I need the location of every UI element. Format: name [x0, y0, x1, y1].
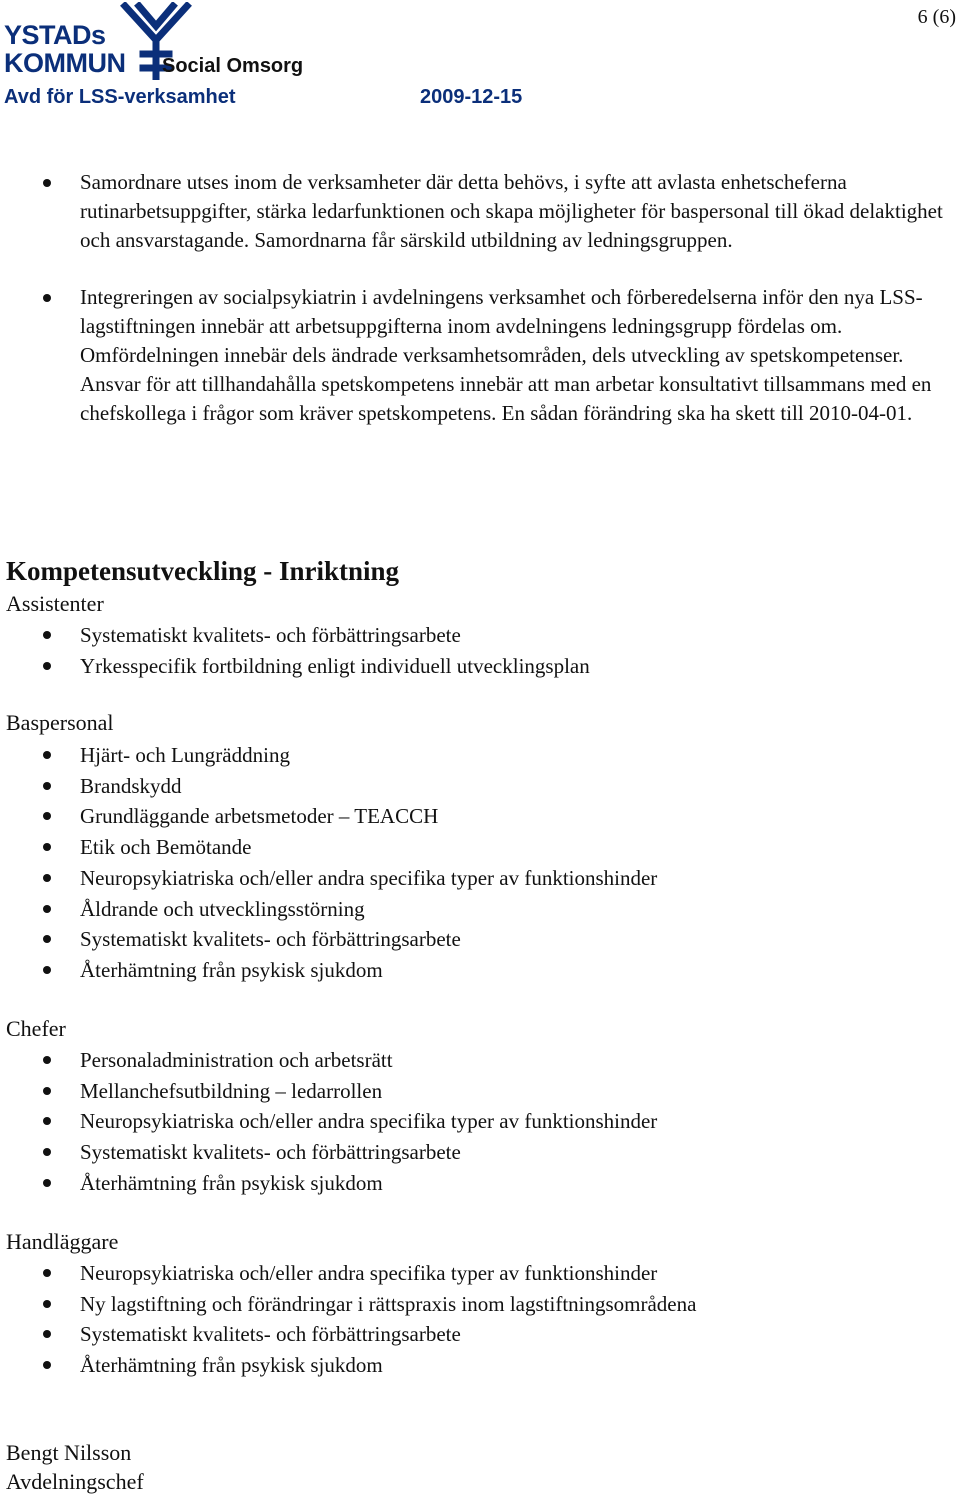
page-number: 6 (6): [917, 6, 956, 28]
list-item: Systematiskt kvalitets- och förbättringsarbete: [0, 1319, 960, 1350]
department-name: Avd för LSS-verksamhet: [4, 86, 236, 108]
list-item: Neuropsykiatriska och/eller andra specifika typer av funktionshinder: [0, 1106, 960, 1137]
group-baspersonal: [0, 740, 960, 986]
handlaggare-list: [0, 1258, 960, 1381]
list-item: Neuropsykiatriska och/eller andra specifika typer av funktionshinder: [0, 863, 960, 894]
list-item: Återhämtning från psykisk sjukdom: [0, 955, 960, 986]
list-item: Personaladministration och arbetsrätt: [0, 1045, 960, 1076]
list-item: Integreringen av socialpsykiatrin i avdelningens verksamhet och förberedelserna inför den nya LSS-lagstiftningen innebär att arbetsuppgifterna inom avdelningens ledningsgrupp fördelas om. Omfördelningen innebär dels ändrade verksamhetsområden, dels utveckling av spetskompetenser. Ansvar för att tillhandahålla spetskompetens innebär att man arbetar konsultativt tillsammans med en chefskollega i frågor som kräver spetskompetens. En sådan förändring ska ha skett till 2010-04-01.: [0, 283, 960, 428]
list-item: Återhämtning från psykisk sjukdom: [0, 1350, 960, 1381]
intro-section: [0, 168, 960, 428]
assistenter-list: [0, 620, 960, 681]
document-date: 2009-12-15: [420, 86, 523, 108]
list-item: Systematiskt kvalitets- och förbättringsarbete: [0, 620, 960, 651]
list-item: Återhämtning från psykisk sjukdom: [0, 1168, 960, 1199]
logo-text-line2: KOMMUN: [4, 48, 126, 78]
group-title-chefer: Chefer: [6, 1016, 66, 1041]
list-item: Yrkesspecifik fortbildning enligt individuell utvecklingsplan: [0, 651, 960, 682]
logo-text-line1: YSTADs: [4, 20, 106, 50]
chefer-list: [0, 1045, 960, 1199]
list-item: Hjärt- och Lungräddning: [0, 740, 960, 771]
group-assistenter: [0, 620, 960, 681]
list-item: Ny lagstiftning och förändringar i rättspraxis inom lagstiftningsområdena: [0, 1289, 960, 1320]
group-title-baspersonal: Baspersonal: [6, 710, 114, 735]
list-item: Brandskydd: [0, 771, 960, 802]
list-item: Samordnare utses inom de verksamheter där detta behövs, i syfte att avlasta enhetscheferna rutinarbetsuppgifter, stärka ledarfunktionen och skapa möjligheter för baspersonal till ökad delaktighet och ansvarstagande. Samordnarna får särskild utbildning av ledningsgruppen.: [0, 168, 960, 255]
list-item: Etik och Bemötande: [0, 832, 960, 863]
intro-bullet-list: [0, 168, 960, 428]
signature-title: Avdelningschef: [6, 1469, 144, 1494]
list-item: Neuropsykiatriska och/eller andra specifika typer av funktionshinder: [0, 1258, 960, 1289]
group-chefer: [0, 1045, 960, 1199]
group-title-assistenter: Assistenter: [6, 591, 104, 616]
list-item: Systematiskt kvalitets- och förbättringsarbete: [0, 924, 960, 955]
group-title-handlaggare: Handläggare: [6, 1229, 119, 1254]
group-handlaggare: [0, 1258, 960, 1381]
section-title: Kompetensutveckling - Inriktning: [6, 556, 400, 586]
list-item: Mellanchefsutbildning – ledarrollen: [0, 1076, 960, 1107]
signature-name: Bengt Nilsson: [6, 1440, 132, 1465]
list-item: Systematiskt kvalitets- och förbättringsarbete: [0, 1137, 960, 1168]
page-header: [0, 0, 960, 112]
list-item: Grundläggande arbetsmetoder – TEACCH: [0, 801, 960, 832]
baspersonal-list: [0, 740, 960, 986]
list-item: Åldrande och utvecklingsstörning: [0, 894, 960, 925]
org-name: Social Omsorg: [162, 55, 304, 77]
